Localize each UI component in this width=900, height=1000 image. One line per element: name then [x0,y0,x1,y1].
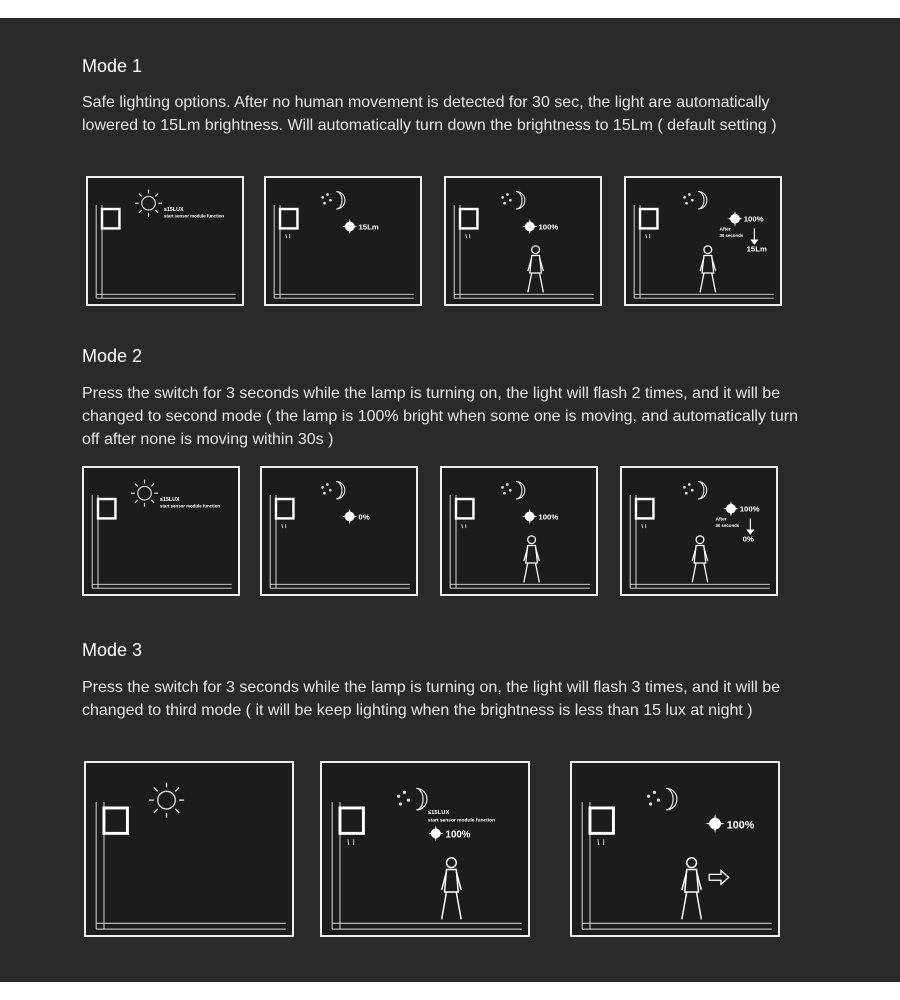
mode-2-scene-timeout [622,468,776,594]
light-burst-icon [705,814,725,834]
mode-1-panel-1 [86,176,244,306]
mode-3-scene-night-motion [322,763,528,935]
lamp-icon [98,499,115,518]
mode-3-panel-2 [320,761,530,937]
mode-2-panel-1 [82,466,240,596]
lamp-icon [460,209,477,238]
mode-1-description: Safe lighting options. After no human movement is detected for 30 sec, the light are automatically lowered to 15Lm brightness. Will automatically turn down the brightness to 15Lm ( default setting ) [82,94,777,134]
lamp-icon [104,808,127,833]
wall-icon [92,495,232,588]
sun-icon [135,190,162,217]
moon-stars-icon [502,482,525,499]
mode-1-panel-4 [624,176,782,306]
mode-2-panel-3 [440,466,598,596]
moon-stars-icon [322,482,345,499]
right-arrow-icon [709,871,729,885]
mode-3-scene-daytime [86,763,292,935]
mode-1-title: Mode 1 [82,56,143,76]
light-burst-icon [522,219,538,235]
walking-person-icon [700,246,716,293]
walking-person-icon [524,536,540,583]
mode-1-scene-timeout [626,178,780,304]
lamp-icon [640,209,657,238]
walking-person-icon [692,536,708,583]
lamp-icon [340,808,363,845]
sensor-label: start sensor module function [427,818,496,824]
brightness-label: 100% [538,222,559,232]
mode-1-scene-daytime [88,178,242,304]
brightness-label: 100% [739,504,760,514]
mode-3-title: Mode 3 [82,640,143,660]
mode-1-panel-3 [444,176,602,306]
light-burst-icon [727,211,743,227]
mode-2-scene-night-idle [262,468,416,594]
mode-2-scene-motion [442,468,596,594]
light-burst-icon [342,219,358,235]
after-seconds-label: 30 seconds [715,523,740,529]
lamp-icon [102,209,119,228]
moon-stars-icon [684,192,707,209]
end-brightness-label: 0% [742,534,754,544]
brightness-label: 100% [743,214,764,224]
brightness-label: 100% [445,829,471,841]
mode-3-scene-always-on [572,763,778,935]
sensor-label: start sensor module function [160,503,221,509]
light-burst-icon [522,509,538,525]
wall-icon [274,205,414,298]
mode-2-panel-4 [620,466,778,596]
lux-label: ≤15LUX [427,809,450,816]
mode-2-panel-2 [260,466,418,596]
lamp-icon [590,808,613,845]
end-brightness-label: 15Lm [746,244,767,254]
down-arrow-icon [751,228,757,244]
mode-3-description: Press the switch for 3 seconds while the lamp is turning on, the light will flash 3 times, and it will be changed to third mode ( it will be keep lighting when the brightness is less than 15 lux at night ) [82,679,781,719]
mode-1-panel-2 [264,176,422,306]
wall-icon [450,495,590,588]
mode-3-panel-3 [570,761,780,937]
light-burst-icon [342,509,358,525]
wall-icon [96,205,236,298]
lux-label: ≤15LUX [160,496,180,503]
sun-icon [131,480,158,507]
moon-stars-icon [502,192,525,209]
moon-stars-icon [684,482,707,499]
moon-stars-icon [398,788,427,810]
lamp-icon [636,499,653,528]
sensor-label: start sensor module function [164,213,225,219]
brightness-label: 0% [358,512,370,522]
wall-icon [454,205,594,298]
lux-label: ≤15LUX [164,206,184,213]
light-burst-icon [428,826,444,842]
brightness-label: 100% [726,819,755,832]
moon-stars-icon [322,192,345,209]
walking-person-icon [682,858,702,920]
light-burst-icon [723,501,739,517]
after-seconds-label: 30 seconds [719,233,744,239]
instruction-sheet [0,18,900,982]
lamp-icon [280,209,297,238]
walking-person-icon [442,858,462,920]
after-label: After [715,517,727,523]
brightness-label: 15Lm [358,222,379,232]
lamp-icon [456,499,473,528]
sun-icon [149,783,184,818]
mode-2-title: Mode 2 [82,346,143,366]
after-label: After [719,227,731,233]
walking-person-icon [528,246,544,293]
mode-2-description: Press the switch for 3 seconds while the lamp is turning on, the light will flash 2 times, and it will be changed to second mode ( the lamp is 100% bright when some one is moving, and automatically turn off after none is moving within 30s ) [82,385,798,448]
mode-2-scene-daytime [84,468,238,594]
brightness-label: 100% [538,512,559,522]
wall-icon [270,495,410,588]
moon-stars-icon [648,788,677,810]
wall-icon [96,802,286,929]
down-arrow-icon [747,518,753,534]
mode-3-panel-1 [84,761,294,937]
mode-1-scene-night-idle [266,178,420,304]
lamp-icon [276,499,293,528]
mode-1-scene-motion [446,178,600,304]
